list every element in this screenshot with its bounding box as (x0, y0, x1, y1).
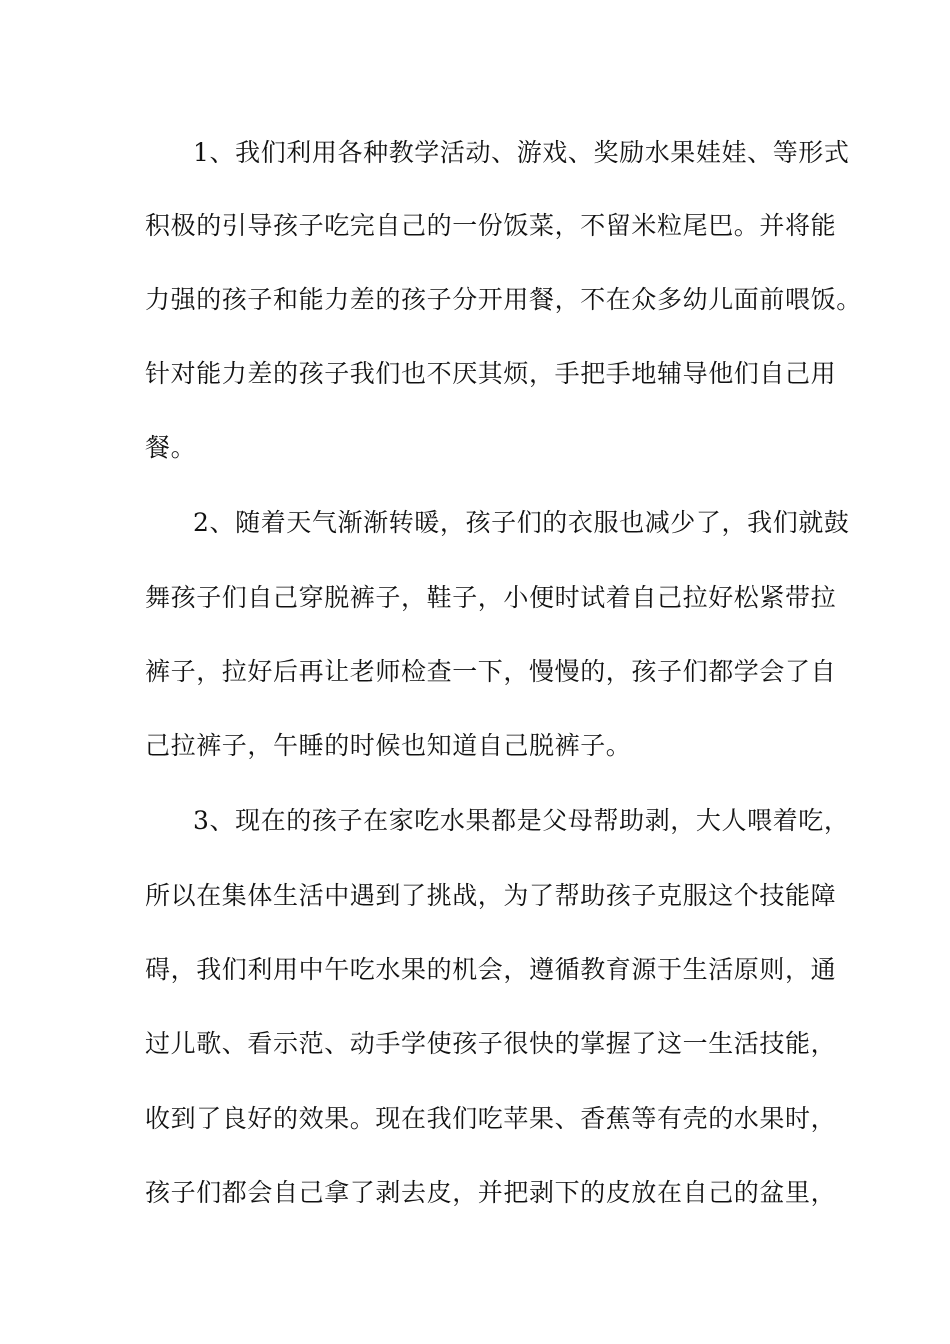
paragraph-1-line-3: 力强的孩子和能力差的孩子分开用餐，不在众多幼儿面前喂饭。 (145, 285, 862, 314)
paragraph-2-line-4: 己拉裤子，午睡的时候也知道自己脱裤子。 (145, 731, 632, 760)
paragraph-2-line-1: 2、随着天气渐渐转暖，孩子们的衣服也减少了，我们就鼓 (193, 508, 850, 537)
paragraph-3-line-5: 收到了良好的效果。现在我们吃苹果、香蕉等有壳的水果时， (145, 1104, 837, 1133)
paragraph-1-line-1: 1、我们利用各种教学活动、游戏、奖励水果娃娃、等形式 (193, 138, 850, 167)
paragraph-3-line-3: 碍，我们利用中午吃水果的机会，遵循教育源于生活原则，通 (145, 955, 837, 984)
paragraph-3-line-1: 3、现在的孩子在家吃水果都是父母帮助剥，大人喂着吃， (193, 806, 850, 835)
paragraph-1-line-2: 积极的引导孩子吃完自己的一份饭菜，不留米粒尾巴。并将能 (145, 211, 837, 240)
paragraph-3-line-4: 过儿歌、看示范、动手学使孩子很快的掌握了这一生活技能， (145, 1029, 837, 1058)
paragraph-2-line-2: 舞孩子们自己穿脱裤子，鞋子，小便时试着自己拉好松紧带拉 (145, 583, 837, 612)
paragraph-3-line-6: 孩子们都会自己拿了剥去皮，并把剥下的皮放在自己的盆里， (145, 1178, 837, 1207)
paragraph-2-line-3: 裤子，拉好后再让老师检查一下，慢慢的，孩子们都学会了自 (145, 657, 837, 686)
paragraph-1-line-4: 针对能力差的孩子我们也不厌其烦，手把手地辅导他们自己用 (145, 359, 837, 388)
paragraph-1-line-5: 餐。 (145, 433, 197, 462)
paragraph-3-line-2: 所以在集体生活中遇到了挑战，为了帮助孩子克服这个技能障 (145, 881, 837, 910)
